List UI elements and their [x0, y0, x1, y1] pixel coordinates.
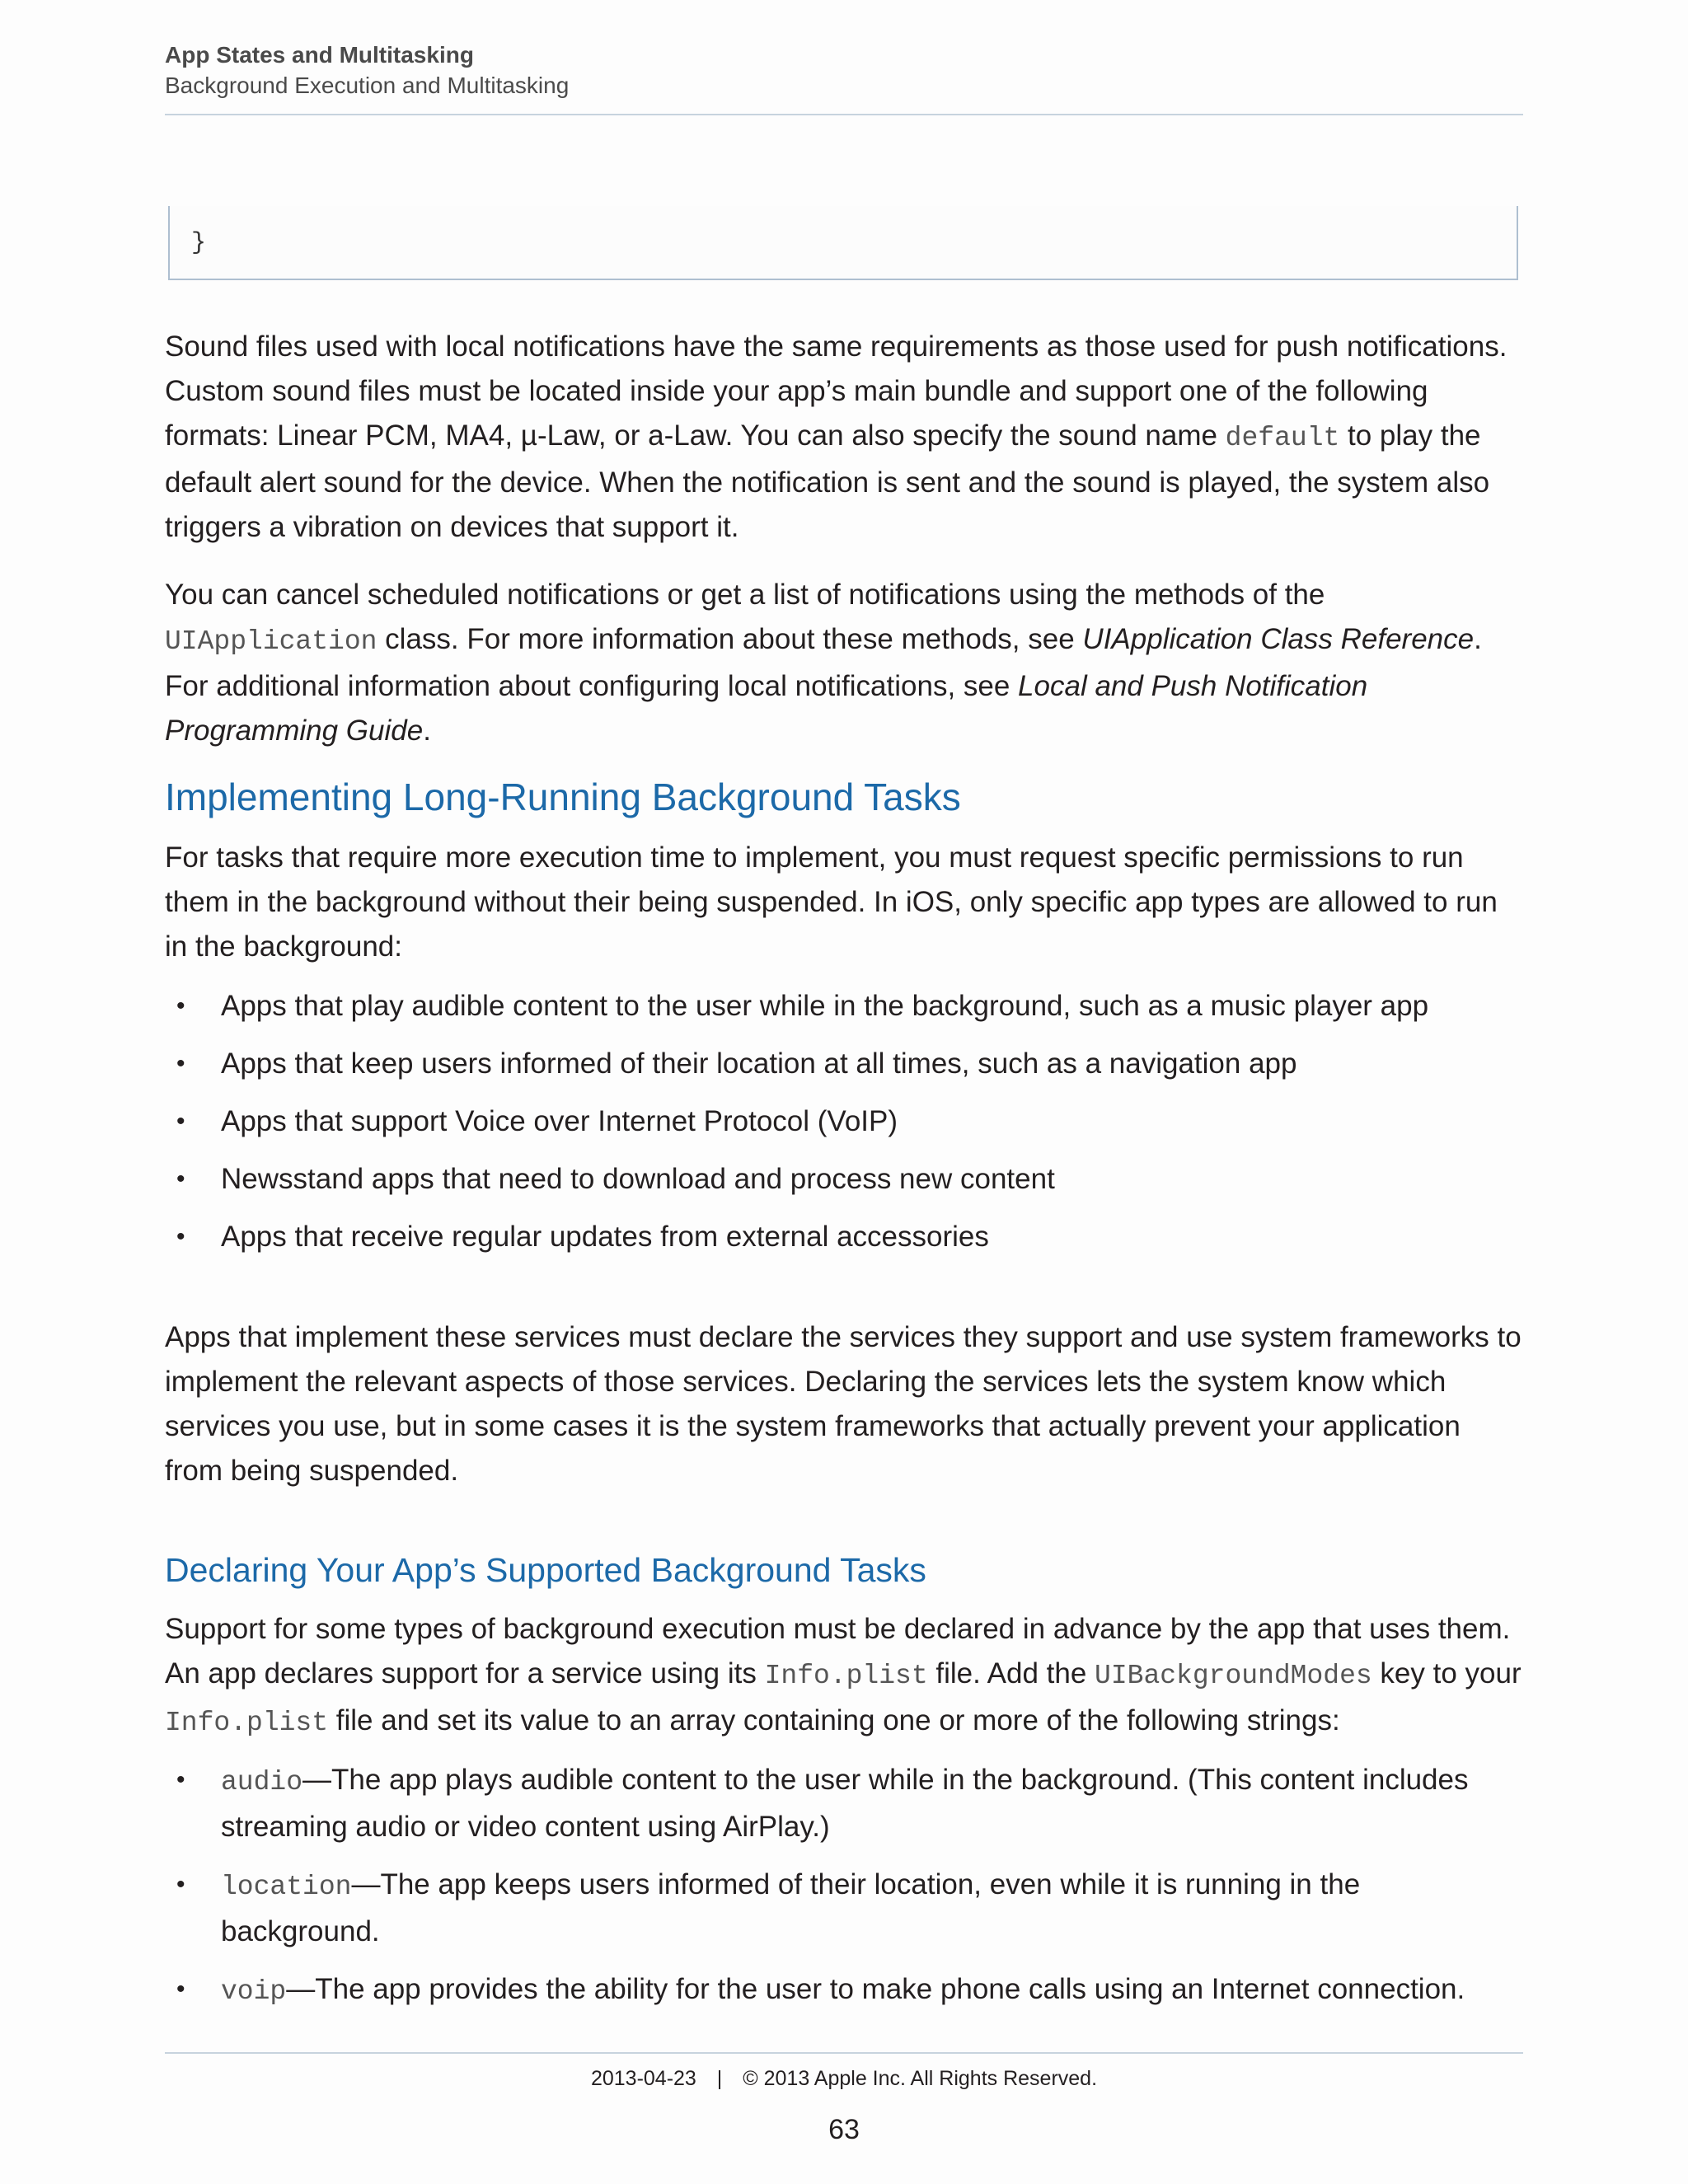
list-item: [165, 1967, 1525, 2014]
bullet-icon: •: [176, 1108, 185, 1135]
text-run: .: [423, 715, 431, 747]
footer-divider: [165, 2052, 1523, 2054]
list-item-text: Apps that receive regular updates from external accessories: [221, 1221, 989, 1253]
list-item: [165, 1099, 1525, 1144]
paragraph-permissions-text: For tasks that require more execution time to implement, you must request specific permissions to run them in the background without their being suspended. In iOS, only specific app types are allowed to run in the background:: [165, 841, 1498, 963]
list-item: [165, 984, 1525, 1029]
bullet-icon: •: [176, 1050, 185, 1077]
list-item-text: Newsstand apps that need to download and process new content: [221, 1163, 1055, 1195]
bullet-icon: •: [176, 1871, 185, 1898]
paragraph-declare-services-text: Apps that implement these services must declare the services they support and use system frameworks to implement the relevant aspects of those services. Declaring the services lets the system know which services you use, but in some cases it is the system frameworks that actually prevent your application from being suspended.: [165, 1321, 1522, 1487]
text-run: file. Add the: [927, 1657, 1095, 1690]
background-modes-list: [165, 1758, 1525, 2014]
mode-key-location: location: [221, 1872, 352, 1902]
list-item: [165, 1157, 1525, 1202]
mode-description: —The app keeps users informed of their location, even while it is running in the background.: [221, 1868, 1361, 1947]
text-run: to play the default alert sound for the device. When the notification is sent and the sound is played, the system also triggers a vibration on devices that support it.: [165, 419, 1490, 543]
list-item: [165, 1758, 1525, 1849]
heading-declaring-background-tasks: Declaring Your App’s Supported Background Tasks: [165, 1551, 926, 1589]
paragraph-declare-services: [165, 1315, 1525, 1493]
page-number: 63: [828, 2114, 860, 2145]
bullet-icon: •: [176, 1165, 185, 1193]
page-footer: [0, 2067, 1688, 2091]
text-run: . For additional information about configuring local notifications, see: [165, 623, 1482, 702]
list-item: [165, 1042, 1525, 1086]
inline-code-uibackgroundmodes[interactable]: UIBackgroundModes: [1095, 1661, 1372, 1691]
app-types-list: [165, 984, 1525, 1259]
copyright-notice: © 2013 Apple Inc. All Rights Reserved.: [743, 2067, 1098, 2090]
bullet-icon: •: [176, 992, 185, 1019]
paragraph-info-plist: [165, 1607, 1525, 1746]
mode-key-voip: voip: [221, 1976, 287, 2007]
bullet-icon: •: [176, 1766, 185, 1793]
list-item-text: Apps that play audible content to the user while in the background, such as a music player app: [221, 990, 1429, 1022]
inline-code-default: default: [1225, 423, 1340, 453]
paragraph-permissions: [165, 836, 1525, 969]
list-item-text: Apps that keep users informed of their location at all times, such as a navigation app: [221, 1047, 1297, 1080]
list-item-text: Apps that support Voice over Internet Protocol (VoIP): [221, 1105, 898, 1137]
text-run: key to your: [1372, 1657, 1522, 1690]
mode-key-audio: audio: [221, 1767, 303, 1797]
section-title: Background Execution and Multitasking: [165, 73, 570, 98]
text-run: file and set its value to an array containing one or more of the following strings:: [328, 1704, 1340, 1736]
publication-date: 2013-04-23: [590, 2067, 696, 2090]
bullet-icon: •: [176, 1223, 185, 1250]
heading-long-running-tasks: Implementing Long-Running Background Tasks: [165, 776, 961, 818]
code-closing-brace: }: [191, 229, 207, 257]
paragraph-sound-files: [165, 325, 1525, 550]
paragraph-cancel-notifications: [165, 573, 1525, 753]
footer-separator: |: [716, 2067, 723, 2090]
header-divider: [165, 114, 1523, 115]
running-header: [165, 41, 1523, 102]
inline-code-info-plist: Info.plist: [764, 1661, 928, 1691]
mode-description: —The app provides the ability for the user to make phone calls using an Internet connection.: [286, 1973, 1465, 2005]
inline-code-info-plist: Info.plist: [165, 1708, 329, 1738]
list-item: [165, 1215, 1525, 1259]
list-item: [165, 1863, 1525, 1954]
text-run: Support for some types of background execution must be declared in advance by the app that uses them. An app declares support for a service using its: [165, 1613, 1511, 1690]
text-run: Sound files used with local notifications have the same requirements as those used for push notifications. Custom sound files must be located inside your app’s main bundle and support one of the following formats: Linear PCM, MA4, µ-Law, or a-Law. You can also specify the sound name: [165, 330, 1507, 452]
bullet-icon: •: [176, 1975, 185, 2003]
chapter-title: App States and Multitasking: [165, 42, 474, 68]
inline-code-uiapplication[interactable]: UIApplication: [165, 626, 377, 657]
text-run: You can cancel scheduled notifications or get a list of notifications using the methods of the: [165, 579, 1325, 611]
mode-description: —The app plays audible content to the user while in the background. (This content includes streaming audio or video content using AirPlay.): [221, 1764, 1469, 1843]
link-local-push-notification-guide[interactable]: Local and Push Notification Programming Guide: [165, 670, 1368, 747]
code-listing: [168, 206, 1518, 280]
text-run: class. For more information about these methods, see: [377, 623, 1083, 655]
link-uiapplication-class-reference[interactable]: UIApplication Class Reference: [1082, 623, 1475, 655]
